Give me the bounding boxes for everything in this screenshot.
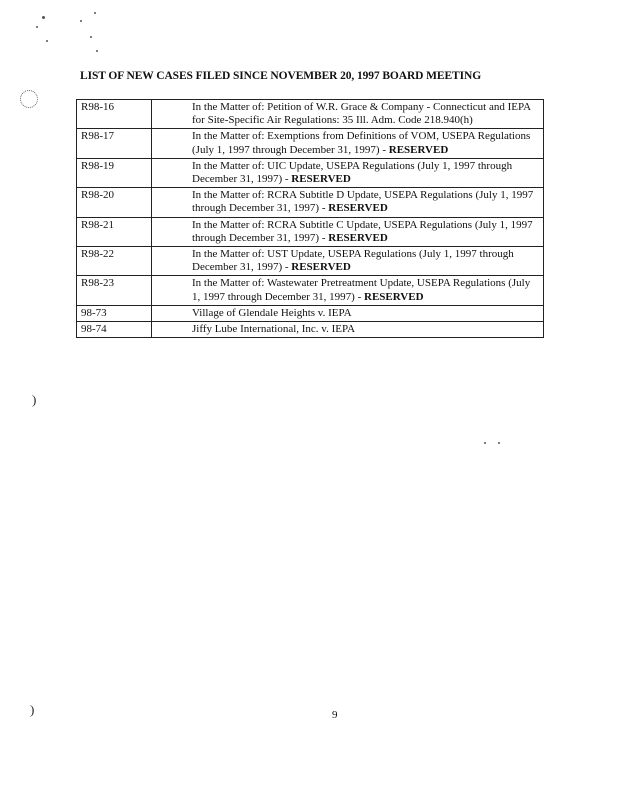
scan-speck — [484, 442, 486, 444]
table-row — [77, 217, 544, 246]
table-row — [77, 305, 544, 321]
case-number: R98-17 — [77, 129, 152, 158]
scan-mark — [20, 90, 38, 108]
case-description: Village of Glendale Heights v. IEPA — [192, 306, 352, 319]
scan-speck — [36, 26, 38, 28]
case-status: RESERVED — [364, 290, 424, 303]
table-row — [77, 129, 544, 158]
scan-speck — [498, 442, 500, 444]
cases-table — [76, 99, 544, 338]
table-row — [77, 276, 544, 305]
case-description: In the Matter of: UST Update, USEPA Regulations (July 1, 1997 through December 31, 1997) - — [192, 248, 514, 274]
table-row — [77, 188, 544, 217]
case-number: R98-21 — [77, 217, 152, 246]
table-row — [77, 322, 544, 338]
case-number: R98-20 — [77, 188, 152, 217]
case-description-cell — [152, 100, 544, 129]
table-row — [77, 247, 544, 276]
case-description: In the Matter of: UIC Update, USEPA Regulations (July 1, 1997 through December 31, 1997) - — [192, 159, 513, 186]
case-description: In the Matter of: Wastewater Pretreatment Update, USEPA Regulations (July 1, 1997 through December 31, 1997) - — [192, 277, 531, 303]
case-number: 98-73 — [77, 305, 152, 321]
case-number: R98-23 — [77, 276, 152, 305]
case-description-cell — [152, 188, 544, 217]
scan-speck — [46, 40, 48, 42]
page-title: LIST OF NEW CASES FILED SINCE NOVEMBER 20, 1997 BOARD MEETING — [80, 70, 482, 82]
binder-hole-mark: ) — [30, 702, 35, 717]
case-status: RESERVED — [328, 202, 388, 215]
case-status: RESERVED — [291, 173, 351, 186]
scan-speck — [42, 16, 45, 19]
case-number: R98-22 — [77, 247, 152, 276]
case-description: Jiffy Lube International, Inc. v. IEPA — [192, 323, 356, 336]
case-description-cell — [152, 129, 544, 158]
case-description-cell — [152, 247, 544, 276]
case-description: In the Matter of: Exemptions from Definitions of VOM, USEPA Regulations (July 1, 1997 through December 31, 1997) - — [192, 130, 531, 156]
case-description-cell — [152, 276, 544, 305]
binder-hole-mark: ) — [32, 392, 37, 407]
case-description: In the Matter of: RCRA Subtitle C Update, USEPA Regulations (July 1, 1997 through December 31, 1997) - — [192, 218, 533, 244]
page-number: 9 — [332, 709, 338, 721]
scan-speck — [90, 36, 92, 38]
case-status: RESERVED — [328, 231, 388, 244]
case-status: RESERVED — [388, 143, 449, 156]
case-description-cell — [152, 217, 544, 246]
case-description: In the Matter of: RCRA Subtitle D Update, USEPA Regulations (July 1, 1997 through December 31, 1997) - — [192, 189, 534, 215]
case-description-cell — [152, 158, 544, 187]
scan-speck — [80, 20, 82, 22]
case-number: R98-19 — [77, 158, 152, 187]
case-description: In the Matter of: Petition of W.R. Grace & Company - Connecticut and IEPA for Site-Specific Air Regulations: 35 Ill. Adm. Code 218.940(h) — [192, 101, 531, 127]
table-row — [77, 158, 544, 187]
case-number: 98-74 — [77, 322, 152, 338]
case-status: RESERVED — [291, 261, 351, 274]
case-description-cell — [152, 305, 544, 321]
table-row — [77, 100, 544, 129]
case-description-cell — [152, 322, 544, 338]
case-number: R98-16 — [77, 100, 152, 129]
scan-speck — [94, 12, 96, 14]
scan-speck — [96, 50, 98, 52]
